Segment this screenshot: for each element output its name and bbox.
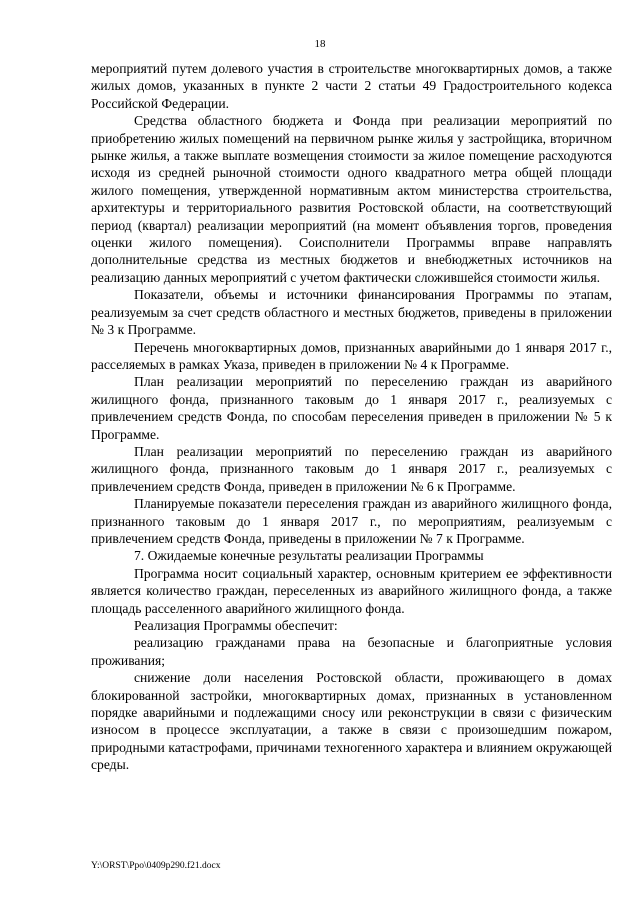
paragraph-program-character: Программа носит социальный характер, основным критерием ее эффективности является количество граждан, переселенных из аварийного жилищного фонда, а также площадь расселенного аварийного жилищного фонда. bbox=[91, 565, 612, 616]
paragraph-planned-indicators: Планируемые показатели переселения граждан из аварийного жилищного фонда, признанного таковым до 1 января 2017 г., по мероприятиям, реализуемым с привлечением средств Фонда, приведены в приложении № 7 к Программе. bbox=[91, 496, 612, 546]
paragraph-funding-sources: Средства областного бюджета и Фонда при реализации мероприятий по приобретению жилых помещений на первичном рынке жилья у застройщика, вторичном рынке жилья, а также выплате возмещения стоимости за жилое помещение расходуются исходя из средней рыночной стоимости одного квадратного метра общей площади жилого помещения, утвержденной нормативным актом министерства строительства, архитектуры и территориального развития Ростовской области, на соответствующий период (квартал) реализации мероприятий (на момент объявления торгов, проведения оценки жилого помещения). Соисполнители Программы вправе направлять дополнительные средства из местных бюджетов и внебюджетных источников на реализацию данных мероприятий с учетом фактически сложившейся стоимости жилья. bbox=[91, 113, 612, 285]
paragraph-right-safe-housing: реализацию гражданами права на безопасные и благоприятные условия проживания; bbox=[91, 635, 612, 668]
paragraph-plan-methods: План реализации мероприятий по переселению граждан из аварийного жилищного фонда, признанного таковым до 1 января 2017 г., реализуемых с привлечением средств Фонда, по способам переселения приведен в приложении № 5 к Программе. bbox=[91, 374, 612, 442]
paragraph-plan-fund: План реализации мероприятий по переселению граждан из аварийного жилищного фонда, признанного таковым до 1 января 2017 г., реализуемых с привлечением средств Фонда, приведен в приложении № 6 к Программе. bbox=[91, 443, 612, 494]
paragraph-reduce-population-share: снижение доли населения Ростовской области, проживающего в домах блокированной застройки, многоквартирных домах, признанных в установленном порядке аварийными и подлежащими сносу или реконструкции в связи с физическим износом в процессе эксплуатации, а также в связи с произошедшим пожаром, природными катастрофами, причинами техногенного характера и влиянием окружающей среды. bbox=[91, 670, 612, 773]
footer-file-path: Y:\ORST\Ppo\0409p290.f21.docx bbox=[91, 861, 221, 871]
paragraph-continuation: мероприятий путем долевого участия в строительстве многоквартирных домов, а также жилых домов, указанных в пункте 2 части 2 статьи 49 Градостроительного кодекса Российской Федерации. bbox=[91, 61, 612, 111]
document-body bbox=[91, 60, 612, 774]
paragraph-program-provides: Реализация Программы обеспечит: bbox=[134, 618, 338, 633]
paragraph-financing-indicators: Показатели, объемы и источники финансирования Программы по этапам, реализуемым за счет средств областного и местных бюджетов, приведены в приложении № 3 к Программе. bbox=[91, 287, 612, 338]
section-heading: 7. Ожидаемые конечные результаты реализации Программы bbox=[134, 548, 484, 564]
page-number: 18 bbox=[314, 38, 326, 50]
paragraph-houses-list: Перечень многоквартирных домов, признанных аварийными до 1 января 2017 г., расселяемых в рамках Указа, приведен в приложении № 4 к Программе. bbox=[91, 339, 612, 372]
